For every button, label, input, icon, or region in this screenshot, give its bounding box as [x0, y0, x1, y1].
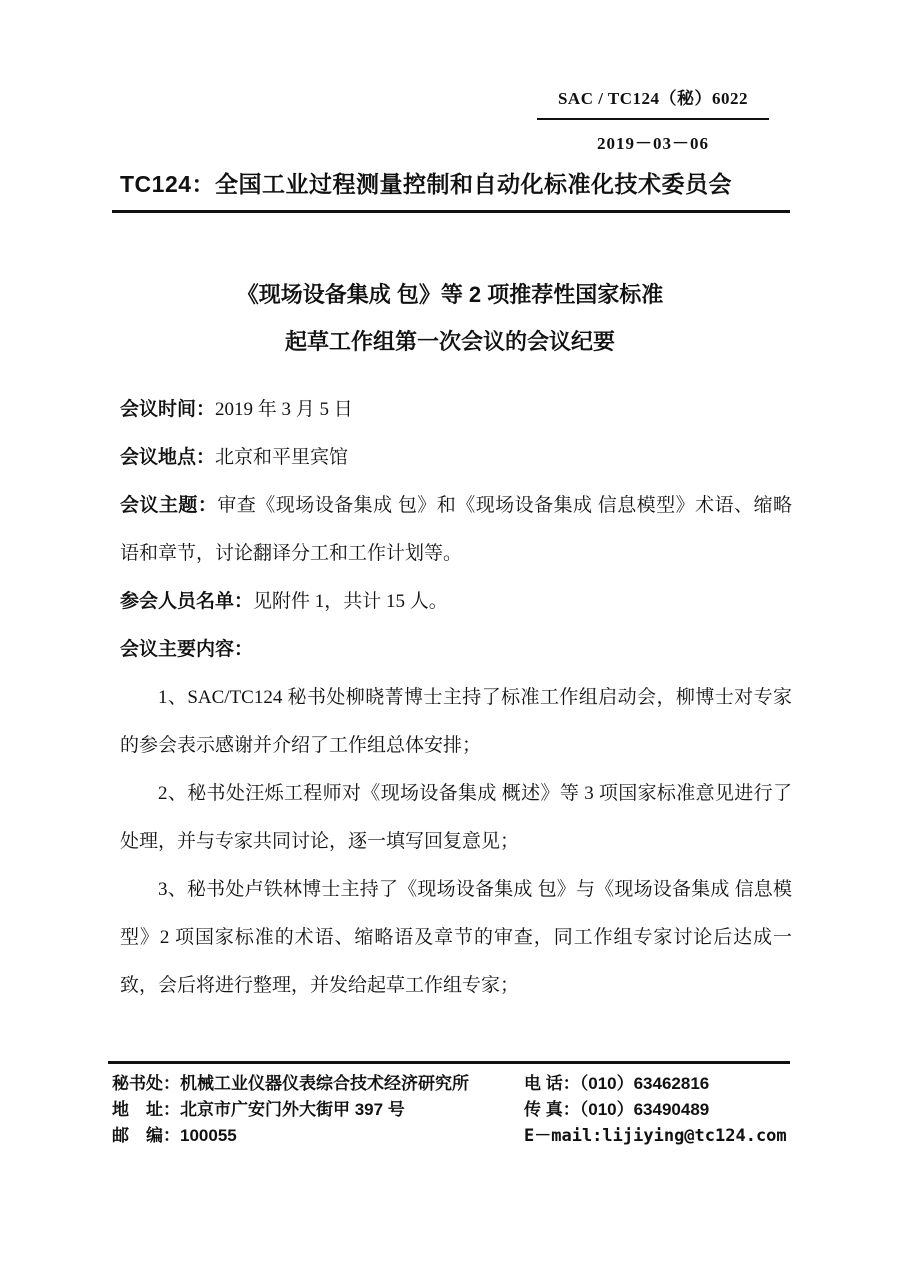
meta-label-place: 会议地点：: [120, 447, 216, 468]
footer-left-column: [112, 1071, 524, 1149]
meta-label-time: 会议时间：: [120, 399, 216, 420]
document-body: [120, 386, 792, 1010]
content-paragraph-3: 3、秘书处卢铁林博士主持了《现场设备集成 包》与《现场设备集成 信息模型》2 项国家标准的术语、缩略语及章节的审查，同工作组专家讨论后达成一致，会后将进行整理，并发给起草工作组专家；: [120, 879, 792, 996]
meta-row-attendees: [120, 578, 792, 626]
footer-email: [524, 1123, 792, 1149]
document-title: [110, 271, 790, 365]
footer-phone-value: （010）63462816: [579, 1074, 710, 1093]
footer-email-label: E－mail:: [524, 1126, 603, 1146]
meta-row-main-content: [120, 626, 792, 674]
title-line-2: 起草工作组第一次会议的会议纪要: [284, 329, 615, 354]
doc-header: [537, 84, 769, 154]
committee-heading: TC124：全国工业过程测量控制和自动化标准化技术委员会: [120, 171, 733, 197]
footer-postcode-value: 100055: [180, 1126, 237, 1145]
doc-date: 2019－03－06: [597, 134, 709, 153]
footer-fax-label: 传 真：: [524, 1100, 580, 1119]
footer-phone: [524, 1071, 792, 1097]
meta-value-time: 2019 年 3 月 5 日: [215, 399, 353, 420]
content-paragraph-1: 1、SAC/TC124 秘书处柳晓菁博士主持了标准工作组启动会，柳博士对专家的参会表示感谢并介绍了工作组总体安排；: [120, 687, 792, 756]
meta-value-topic: 审查《现场设备集成 包》和《现场设备集成 信息模型》术语、缩略语和章节，讨论翻译分工和工作计划等。: [120, 495, 792, 564]
meta-row-time: [120, 386, 792, 434]
footer-postcode: [112, 1123, 524, 1149]
footer-fax: [524, 1097, 792, 1123]
footer-fax-value: （010）63490489: [579, 1100, 710, 1119]
header-rule: [112, 210, 790, 213]
footer-secretariat: [112, 1071, 524, 1097]
doc-number: SAC / TC124（秘）6022: [557, 89, 749, 108]
footer: [112, 1071, 792, 1149]
footer-secretariat-value: 机械工业仪器仪表综合技术经济研究所: [180, 1074, 469, 1093]
meta-row-topic: [120, 482, 792, 578]
meta-label-attendees: 参会人员名单：: [120, 591, 254, 612]
footer-phone-label: 电 话：: [524, 1074, 580, 1093]
meta-row-place: [120, 434, 792, 482]
footer-rule: [108, 1061, 790, 1064]
footer-secretariat-label: 秘书处：: [112, 1074, 180, 1093]
meta-value-place: 北京和平里宾馆: [215, 447, 349, 468]
meta-value-attendees: 见附件 1，共计 15 人。: [253, 591, 448, 612]
title-line-1: 《现场设备集成 包》等 2 项推荐性国家标准: [236, 282, 664, 307]
content-paragraph-2: 2、秘书处汪烁工程师对《现场设备集成 概述》等 3 项国家标准意见进行了处理，并与专家共同讨论，逐一填写回复意见；: [120, 783, 792, 852]
meta-label-topic: 会议主题：: [120, 495, 218, 516]
footer-address-value: 北京市广安门外大街甲 397 号: [180, 1100, 405, 1119]
footer-right-column: [524, 1071, 792, 1149]
footer-postcode-label: 邮 编：: [112, 1126, 180, 1145]
footer-address: [112, 1097, 524, 1123]
doc-number-underline: [537, 118, 769, 120]
footer-address-label: 地 址：: [112, 1100, 180, 1119]
meta-label-main-content: 会议主要内容：: [120, 639, 254, 660]
footer-email-value: lijiying@tc124.com: [602, 1126, 787, 1146]
